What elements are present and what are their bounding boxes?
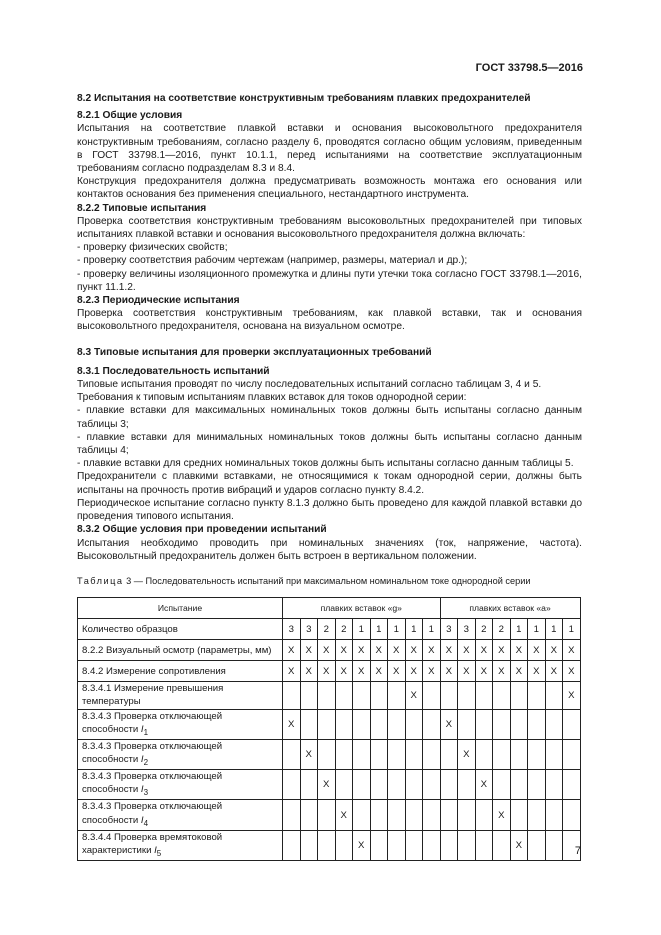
table-cell (353, 770, 371, 800)
table-cell: 1 (353, 619, 371, 640)
table-cell (423, 709, 441, 739)
table-cell (510, 682, 528, 709)
document-body (77, 92, 582, 861)
table-cell (563, 770, 581, 800)
table-cell: 1 (423, 619, 441, 640)
table-cell (370, 800, 388, 830)
table-cell: 1 (370, 619, 388, 640)
table-cell (475, 739, 493, 769)
section-8-2-2-title: 8.2.2 Типовые испытания (77, 202, 207, 214)
table-cell (475, 682, 493, 709)
table-cell (440, 830, 458, 860)
paragraph: Проверка соответствия конструктивным требованиям высоковольтных предохранителей при типовых испытаниях плавкой вставки и основания высоковольтного предохранителя должна включать: (77, 215, 582, 241)
table-cell (528, 800, 546, 830)
table-cell (493, 739, 511, 769)
table-cell (370, 682, 388, 709)
table-cell (545, 830, 563, 860)
table-cell (370, 770, 388, 800)
test-name-cell: 8.3.4.1 Измерение превышения температуры (78, 682, 283, 709)
table-cell: X (318, 640, 336, 661)
table-cell (300, 682, 318, 709)
table-cell (405, 770, 423, 800)
section-8-3-1-title: 8.3.1 Последовательность испытаний (77, 365, 270, 377)
table-cell (405, 739, 423, 769)
table-cell (283, 770, 301, 800)
list-item: - проверку физических свойств; (77, 242, 228, 254)
table-cell: X (440, 661, 458, 682)
table-cell (458, 830, 476, 860)
table-cell: 3 (440, 619, 458, 640)
table-cell (300, 830, 318, 860)
table-cell: 3 (300, 619, 318, 640)
table-cell (353, 739, 371, 769)
table-cell: 2 (493, 619, 511, 640)
table-cell (283, 830, 301, 860)
table-cell (458, 770, 476, 800)
table-cell (493, 709, 511, 739)
table-cell (370, 739, 388, 769)
table-cell (388, 800, 406, 830)
page-number: 7 (574, 845, 581, 857)
test-name-cell: 8.3.4.3 Проверка отключающей способности $I_2$ (78, 739, 283, 769)
table-row (78, 640, 581, 661)
table-row (78, 830, 581, 860)
table-cell (545, 770, 563, 800)
test-sequence-table (77, 597, 581, 861)
table-row (78, 709, 581, 739)
table-cell: 3 (458, 619, 476, 640)
table-cell (423, 770, 441, 800)
table-cell (335, 739, 353, 769)
table-cell: 2 (475, 619, 493, 640)
table-cell: X (283, 661, 301, 682)
table-cell (545, 709, 563, 739)
table-cell: X (300, 739, 318, 769)
table-cell (528, 682, 546, 709)
list-item: - проверку соответствия рабочим чертежам (например, размеры, материал и др.); (77, 255, 468, 267)
test-name-cell: 8.3.4.3 Проверка отключающей способности $I_4$ (78, 800, 283, 830)
table-cell: X (510, 830, 528, 860)
table-cell: X (458, 640, 476, 661)
table-cell (300, 770, 318, 800)
paragraph: Испытания необходимо проводить при номинальных значениях (ток, напряжение, частота). Высоковольтный предохранитель должен быть встроен в вертикальном положении. (77, 537, 582, 562)
table-cell: X (528, 661, 546, 682)
table-cell: X (353, 830, 371, 860)
table-cell (283, 739, 301, 769)
table-cell: X (353, 661, 371, 682)
header-test: Испытание (78, 598, 283, 619)
table-cell: X (475, 770, 493, 800)
table-cell: X (353, 640, 371, 661)
table-cell: X (318, 661, 336, 682)
table-cell: 2 (318, 619, 336, 640)
table-cell (318, 682, 336, 709)
table-cell (528, 770, 546, 800)
table-caption (77, 575, 582, 588)
table-cell: X (300, 640, 318, 661)
table-cell (283, 682, 301, 709)
paragraph: Типовые испытания проводят по числу последовательных испытаний согласно таблицам 3, 4 и 5. (77, 379, 542, 391)
section-8-3-title: 8.3 Типовые испытания для проверки эксплуатационных требований (77, 346, 432, 358)
table-cell: X (493, 661, 511, 682)
table-cell (335, 709, 353, 739)
table-cell (318, 830, 336, 860)
table-cell (370, 709, 388, 739)
table-cell: X (510, 661, 528, 682)
section-8-3-2-title: 8.3.2 Общие условия при проведении испытаний (77, 524, 327, 536)
table-cell: X (510, 640, 528, 661)
table-cell: X (563, 682, 581, 709)
header-a-fuses: плавких вставок «a» (440, 598, 580, 619)
table-cell: X (300, 661, 318, 682)
table-cell: X (318, 770, 336, 800)
section-8-2-title: 8.2 Испытания на соответствие конструктивным требованиям плавких предохранителей (77, 93, 531, 104)
table-cell (510, 770, 528, 800)
table-cell (335, 770, 353, 800)
paragraph: Предохранители с плавкими вставками, не относящимися к токам однородной серии, должны быть испытаны на прочность против вибраций и ударов согласно пункту 8.4.2. (77, 471, 582, 496)
list-item: - плавкие вставки для средних номинальных токов должны быть испытаны согласно данным таблицы 5. (77, 458, 574, 470)
table-cell (475, 709, 493, 739)
table-cell (563, 739, 581, 769)
section-8-2-3-title: 8.2.3 Периодические испытания (77, 295, 240, 307)
table-cell (405, 709, 423, 739)
table-cell (440, 739, 458, 769)
paragraph: Периодическое испытание согласно пункту 8.1.3 должно быть проведено для каждой плавкой вставки до проведения типового испытания. (77, 497, 582, 523)
table-cell: X (283, 640, 301, 661)
table-cell: X (458, 661, 476, 682)
test-name-cell: 8.3.4.4 Проверка времятоковой характеристики $I_5$ (78, 830, 283, 860)
table-row (78, 682, 581, 709)
section-8-2-1-title: 8.2.1 Общие условия (77, 110, 183, 122)
table-cell (423, 830, 441, 860)
table-cell: X (475, 640, 493, 661)
table-cell: X (335, 661, 353, 682)
table-cell: X (405, 682, 423, 709)
table-row (78, 619, 581, 640)
table-caption-word: Таблица (77, 575, 124, 586)
table-cell (300, 709, 318, 739)
table-cell (458, 709, 476, 739)
table-cell (458, 682, 476, 709)
table-cell (475, 830, 493, 860)
table-cell: 1 (388, 619, 406, 640)
test-name-cell: Количество образцов (78, 619, 283, 640)
table-cell (353, 709, 371, 739)
table-cell (353, 682, 371, 709)
table-cell: 3 (283, 619, 301, 640)
list-item: - плавкие вставки для минимальных номинальных токов должны быть испытаны согласно данным таблицы 4; (77, 431, 582, 457)
table-cell (510, 800, 528, 830)
table-cell (335, 830, 353, 860)
table-cell: 2 (335, 619, 353, 640)
table-cell (388, 709, 406, 739)
table-cell (440, 682, 458, 709)
table-cell (388, 682, 406, 709)
table-cell: X (563, 640, 581, 661)
table-cell: X (440, 709, 458, 739)
table-cell: X (405, 640, 423, 661)
table-cell: X (405, 661, 423, 682)
table-cell (388, 739, 406, 769)
table-cell (405, 800, 423, 830)
table-cell (510, 709, 528, 739)
table-cell (283, 800, 301, 830)
table-cell (493, 830, 511, 860)
table-cell: 1 (405, 619, 423, 640)
table-cell: 1 (563, 619, 581, 640)
table-cell (423, 800, 441, 830)
table-cell (423, 682, 441, 709)
table-cell (300, 800, 318, 830)
document-id: ГОСТ 33798.5—2016 (475, 62, 583, 74)
table-cell (545, 739, 563, 769)
list-item: - проверку величины изоляционного промежутка и длины пути утечки тока согласно ГОСТ 33798.1—2016, пункт 11.1.2. (77, 268, 582, 293)
table-row (78, 800, 581, 830)
table-cell: 1 (510, 619, 528, 640)
table-cell (545, 800, 563, 830)
table-cell: X (423, 640, 441, 661)
paragraph: Требования к типовым испытаниям плавких вставок для токов однородной серии: (77, 392, 467, 404)
table-cell: X (545, 661, 563, 682)
table-cell (370, 830, 388, 860)
table-cell (563, 709, 581, 739)
paragraph: Испытания на соответствие плавкой вставки и основания высоковольтного предохранителя конструктивным требованиям, согласно разделу 6, проводятся согласно общим условиям, приведенным в ГОСТ 33798.1—2016, пункт 10.1.1, перед испытаниями на соответствие эксплуатационным требованиям согласно подразделам 8.3 и 8.4. (77, 123, 582, 175)
table-row (78, 739, 581, 769)
table-caption-text: 3 — Последовательность испытаний при максимальном номинальном токе однородной серии (126, 575, 531, 586)
table-cell: X (493, 800, 511, 830)
paragraph: Конструкция предохранителя должна предусматривать возможность монтажа его основания или контактов основания без применения специального, нестандартного инструмента. (77, 176, 582, 201)
table-body (78, 619, 581, 861)
table-cell (388, 770, 406, 800)
table-cell: X (335, 640, 353, 661)
table-cell: X (493, 640, 511, 661)
table-cell: X (335, 800, 353, 830)
table-cell (475, 800, 493, 830)
table-cell: 1 (545, 619, 563, 640)
table-cell (493, 770, 511, 800)
list-item: - плавкие вставки для максимальных номинальных токов должны быть испытаны согласно данным таблицы 3; (77, 405, 582, 430)
test-name-cell: 8.3.4.3 Проверка отключающей способности $I_3$ (78, 770, 283, 800)
table-cell (405, 830, 423, 860)
table-cell (545, 682, 563, 709)
test-name-cell: 8.4.2 Измерение сопротивления (78, 661, 283, 682)
table-cell (353, 800, 371, 830)
table-cell (528, 830, 546, 860)
table-cell (423, 739, 441, 769)
table-cell: X (458, 739, 476, 769)
table-cell (318, 800, 336, 830)
table-cell: X (545, 640, 563, 661)
table-cell (528, 739, 546, 769)
table-cell (318, 739, 336, 769)
table-cell (440, 800, 458, 830)
paragraph: Проверка соответствия конструктивным требованиям, как плавкой вставки, так и основания высоковольтного предохранителя, основана на визуальном осмотре. (77, 308, 582, 333)
table-cell: X (440, 640, 458, 661)
table-cell (318, 709, 336, 739)
table-cell (528, 709, 546, 739)
table-cell: X (388, 640, 406, 661)
table-cell (563, 800, 581, 830)
table-cell: X (475, 661, 493, 682)
test-name-cell: 8.2.2 Визуальный осмотр (параметры, мм) (78, 640, 283, 661)
table-cell: X (370, 640, 388, 661)
table-row (78, 661, 581, 682)
table-cell: X (370, 661, 388, 682)
table-cell (440, 770, 458, 800)
table-cell: X (528, 640, 546, 661)
table-cell: X (388, 661, 406, 682)
table-cell (335, 682, 353, 709)
test-name-cell: 8.3.4.3 Проверка отключающей способности $I_1$ (78, 709, 283, 739)
header-g-fuses: плавких вставок «g» (283, 598, 441, 619)
table-cell (458, 800, 476, 830)
table-cell: X (563, 661, 581, 682)
table-cell (493, 682, 511, 709)
table-cell (388, 830, 406, 860)
table-cell: X (283, 709, 301, 739)
table-cell (510, 739, 528, 769)
table-cell: 1 (528, 619, 546, 640)
table-cell: X (423, 661, 441, 682)
table-row (78, 770, 581, 800)
